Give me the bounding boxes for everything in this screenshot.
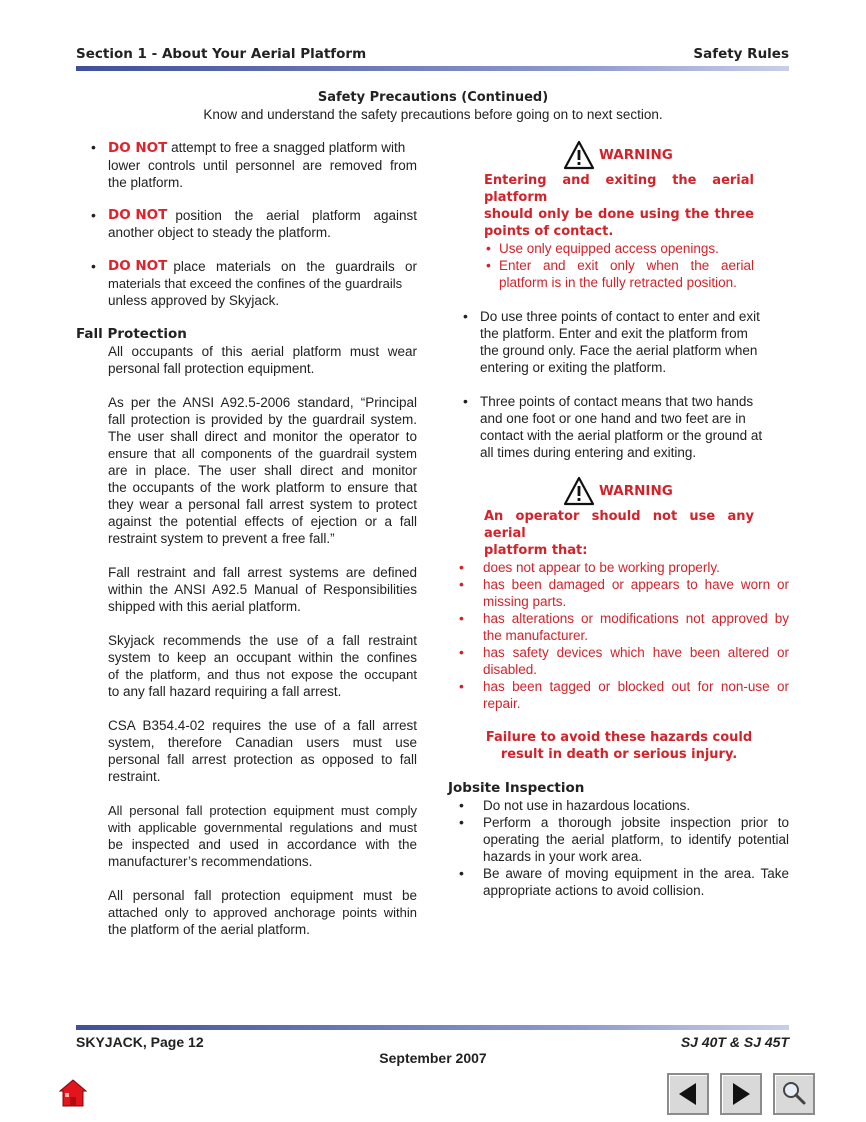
text-line: unless approved by Skyjack.	[108, 293, 280, 308]
arrow-left-icon	[669, 1075, 707, 1113]
bullet-dot: •	[459, 678, 464, 694]
text-line: of the platform, and thus not expose the occupant	[108, 667, 417, 682]
fall-para-1	[108, 343, 417, 377]
text-line: does not appear to be working properly.	[483, 560, 720, 575]
text-line: Failure to avoid these hazards could	[485, 730, 753, 745]
previous-page-button[interactable]	[667, 1073, 709, 1115]
text-line: has been tagged or blocked out for non-use or	[483, 679, 789, 694]
jobsite-inspection-heading: Jobsite Inspection	[448, 780, 585, 796]
text-line: appropriate actions to avoid collision.	[483, 883, 705, 898]
text-line: are in place. The user shall direct and monitor	[108, 463, 417, 478]
do-not-item-2	[108, 207, 417, 241]
warning-1-bullet-2	[499, 257, 754, 291]
fall-para-7	[108, 887, 417, 938]
text-line: platform that:	[484, 543, 588, 558]
search-button[interactable]	[773, 1073, 815, 1115]
warning-1-bullet-1: Use only equipped access openings.	[499, 241, 719, 256]
warning-label: WARNING	[599, 483, 673, 499]
jobsite-item-1: Do not use in hazardous locations.	[483, 798, 691, 813]
jobsite-item-2	[483, 814, 789, 865]
bullet-dot: •	[459, 644, 464, 660]
text-line: disabled.	[483, 662, 538, 677]
bullet-dot: •	[459, 576, 464, 592]
text-line: within the ANSI A92.5 Manual of Responsibilities	[108, 582, 417, 597]
text-line: contact with the aerial platform or the ground at	[480, 428, 763, 443]
text-line: Three points of contact means that two hands	[480, 394, 754, 409]
hazard-item	[483, 610, 789, 644]
text-line: Skyjack recommends the use of a fall restraint	[108, 633, 417, 648]
warning-label: WARNING	[599, 147, 673, 163]
text-line: fall protection is provided by the guardrail system.	[108, 412, 417, 427]
text-line: all times during entering and exiting.	[480, 445, 697, 460]
bullet-dot: •	[459, 559, 464, 575]
text-line: Entering and exiting the aerial platform	[484, 173, 754, 205]
text-line: Be aware of moving equipment in the area. Take	[483, 866, 789, 881]
page-title: Safety Precautions (Continued)	[317, 90, 549, 105]
do-not-item-1	[108, 139, 417, 191]
text-line: to any fall hazard requiring a fall arrest.	[108, 684, 342, 699]
text-line: entering or exiting the platform.	[480, 360, 667, 375]
text-line: result in death or serious injury.	[500, 747, 738, 762]
warning-1-text	[484, 172, 754, 240]
text-line: An operator should not use any aerial	[484, 509, 754, 541]
text-line: has safety devices which have been altered or	[483, 645, 789, 660]
text-line: All personal fall protection equipment must comply	[108, 803, 417, 818]
text-line: All occupants of this aerial platform must wear	[108, 344, 417, 359]
hazard-consequence	[470, 729, 768, 763]
bullet-dot: •	[459, 814, 464, 830]
text-line: the platform. Enter and exit the platform from	[480, 326, 748, 341]
fall-para-3	[108, 564, 417, 615]
text-line: materials that exceed the confines of the guardrails	[108, 276, 403, 291]
fall-para-5	[108, 717, 417, 785]
hazard-item	[483, 559, 789, 576]
text-line: restraint.	[108, 769, 161, 784]
page-subtitle: Know and understand the safety precautions before going on to next section.	[203, 107, 663, 122]
text-line: system to keep an occupant within the confines	[108, 650, 417, 665]
home-button[interactable]	[58, 1078, 88, 1108]
bullet-dot: •	[463, 308, 468, 324]
text-line: attached only to approved anchorage points within	[108, 905, 417, 920]
bullet-dot: •	[91, 207, 96, 223]
arrow-right-icon	[722, 1075, 760, 1113]
text-line: As per the ANSI A92.5-2006 standard, “Principal	[108, 395, 417, 410]
bullet-dot: •	[463, 393, 468, 409]
text-line: personal fall arrest protection as opposed to fall	[108, 752, 417, 767]
bullet-dot: •	[91, 258, 96, 274]
warning-header-2	[563, 476, 673, 506]
text-line: Do use three points of contact to enter and exit	[480, 309, 760, 324]
contact-bullet-1	[480, 308, 780, 376]
text-line: points of contact.	[484, 224, 614, 239]
bullet-dot: •	[91, 139, 96, 155]
home-icon	[58, 1078, 88, 1108]
footer-model: SJ 40T & SJ 45T	[680, 1034, 789, 1050]
text-line: the ground only. Face the aerial platform when	[480, 343, 758, 358]
bullet-dot: •	[486, 240, 491, 256]
text-line: platform is in the fully retracted position.	[499, 275, 737, 290]
text-line: operating the aerial platform, to identify potential	[483, 832, 789, 847]
text-line: attempt to free a snagged platform with	[171, 140, 406, 155]
text-line: CSA B354.4-02 requires the use of a fall arrest	[108, 718, 417, 733]
fall-protection-heading: Fall Protection	[76, 326, 187, 342]
footer-page: SKYJACK, Page 12	[76, 1034, 204, 1050]
text-line: the manufacturer.	[483, 628, 589, 643]
text-line: lower controls until personnel are removed from	[108, 158, 417, 173]
do-not-label: DO NOT	[108, 140, 168, 156]
text-line: should only be done using the three	[484, 207, 754, 222]
text-line: the occupants of the work platform to ensure that	[108, 480, 417, 495]
text-line: be inspected and used in accordance with the	[108, 837, 417, 852]
hazard-item	[483, 644, 789, 678]
fall-para-6	[108, 802, 417, 870]
text-line: and one foot or one hand and two feet are in	[480, 411, 746, 426]
text-line: ensure that all components of the guardrail system	[108, 446, 417, 461]
fall-para-2	[108, 394, 417, 547]
text-line: has been damaged or appears to have worn or	[483, 577, 789, 592]
text-line: repair.	[483, 696, 521, 711]
text-line: All personal fall protection equipment must be	[108, 888, 417, 903]
jobsite-item-3	[483, 865, 789, 899]
next-page-button[interactable]	[720, 1073, 762, 1115]
do-not-item-3	[108, 258, 417, 309]
text-line: hazards in your work area.	[483, 849, 643, 864]
text-line: The user shall direct and monitor the operator to	[108, 429, 417, 444]
header-chapter: Safety Rules	[693, 46, 789, 62]
text-line: has alterations or modifications not approved by	[483, 611, 789, 626]
text-line: place materials on the guardrails or	[173, 259, 417, 274]
text-line: Perform a thorough jobsite inspection prior to	[483, 815, 789, 830]
magnifier-icon	[775, 1075, 813, 1113]
do-not-label: DO NOT	[108, 207, 168, 223]
warning-triangle-icon	[563, 140, 595, 170]
fall-para-4	[108, 632, 417, 700]
header-section: Section 1 - About Your Aerial Platform	[76, 46, 367, 62]
text-line: restraint system to prevent a free fall.”	[108, 531, 335, 546]
text-line: another object to steady the platform.	[108, 225, 331, 240]
hazard-item	[483, 576, 789, 610]
text-line: manufacturer’s recommendations.	[108, 854, 313, 869]
footer-rule	[76, 1025, 789, 1030]
text-line: shipped with this aerial platform.	[108, 599, 301, 614]
text-line: against the potential effects of ejection or a fall	[108, 514, 417, 529]
text-line: missing parts.	[483, 594, 567, 609]
do-not-label: DO NOT	[108, 258, 168, 274]
footer-date: September 2007	[379, 1050, 487, 1066]
text-line: personal fall protection equipment.	[108, 361, 315, 376]
text-line: Fall restraint and fall arrest systems are defined	[108, 565, 417, 580]
bullet-dot: •	[459, 865, 464, 881]
text-line: system, therefore Canadian users must use	[108, 735, 417, 750]
hazard-item	[483, 678, 789, 712]
text-line: Enter and exit only when the aerial	[499, 258, 754, 273]
header-rule	[76, 66, 789, 71]
text-line: with applicable governmental regulations and must	[108, 820, 417, 835]
warning-triangle-icon	[563, 476, 595, 506]
contact-bullet-2	[480, 393, 780, 461]
text-line: position the aerial platform against	[175, 208, 417, 223]
text-line: the platform of the aerial platform.	[108, 922, 310, 937]
bullet-dot: •	[459, 610, 464, 626]
warning-header-1	[563, 140, 673, 170]
text-line: the platform.	[108, 175, 184, 190]
bullet-dot: •	[486, 257, 491, 273]
bullet-dot: •	[459, 797, 464, 813]
warning-2-text	[484, 508, 754, 559]
text-line: they wear a personal fall arrest system to protect	[108, 497, 417, 512]
